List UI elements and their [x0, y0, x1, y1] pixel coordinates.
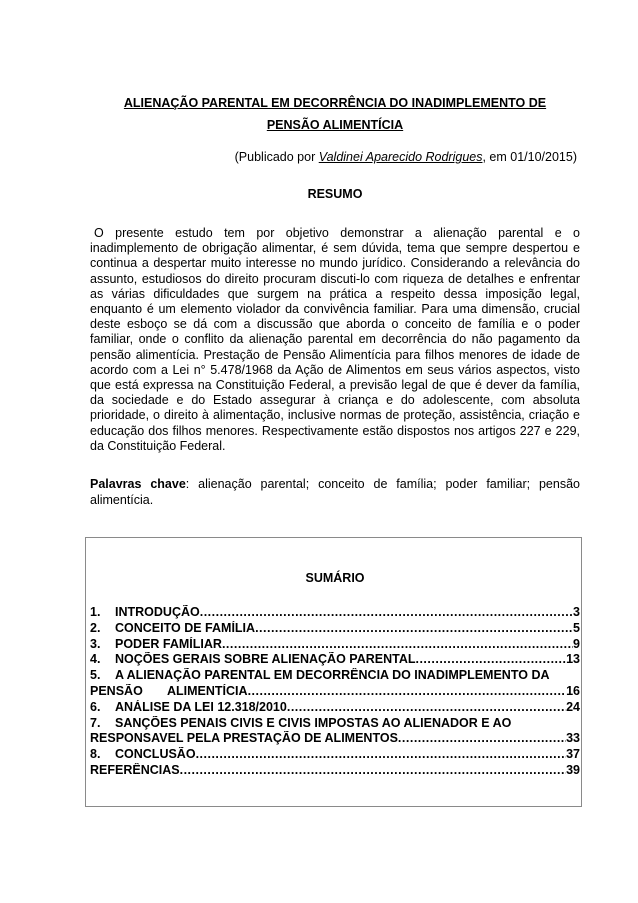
toc-label: NOÇÕES GERAIS SOBRE ALIENAÇÃO PARENTAL [115, 652, 416, 667]
toc-label: INTRODUÇÃO [115, 605, 200, 619]
keywords-paragraph [90, 477, 580, 508]
toc-leader [222, 637, 573, 653]
toc-leader [287, 700, 566, 716]
toc-label: CONCLUSÃO [115, 747, 196, 762]
toc-page: 16 [566, 683, 580, 698]
toc-label: CONCEITO DE FAMÍLIA [115, 620, 256, 635]
toc-label-line-1: SANÇÕES PENAIS CIVIS E CIVIS IMPOSTAS AO ALIENADOR E AO [115, 715, 512, 730]
toc-label-line-2a: PENSÃO [90, 683, 143, 698]
toc-number: 3. [90, 636, 101, 651]
toc-page: 13 [566, 652, 580, 667]
document-title [90, 92, 580, 136]
toc-page: 3 [573, 605, 580, 619]
toc-item-nocoes-gerais[interactable] [90, 652, 580, 668]
toc-number: 4. [90, 652, 101, 667]
toc-leader [180, 763, 567, 779]
toc-item-conclusao[interactable] [90, 747, 580, 763]
toc-label: REFERÊNCIAS [90, 762, 180, 777]
toc-page: 33 [566, 731, 580, 746]
title-line-1: ALIENAÇÃO PARENTAL EM DECORRÊNCIA DO INADIMPLEMENTO DE [123, 96, 547, 110]
toc-item-referencias[interactable] [90, 763, 580, 779]
byline-prefix: (Publicado por [234, 150, 319, 164]
toc-label: PODER FAMÍLIAR [115, 636, 222, 651]
title-line-2: PENSÃO ALIMENTÍCIA [266, 118, 404, 132]
toc-page: 24 [566, 699, 580, 714]
keywords-label: Palavras chave [90, 477, 186, 491]
toc-leader [398, 731, 566, 747]
toc-number: 5. [90, 668, 101, 683]
abstract-text: O presente estudo tem por objetivo demonstrar a alienação parental e o inadimplemento de obrigação alimentar, é sem dúvida, tema que sempre despertou e continua a despertar muito interesse no mundo jurídico. Considerando a relevância do assunto, estudiosos do direito procuram discuti-lo com riqueza de detalhes e enfrentar as várias dificuldades que surgem na prática a respeito dessa imposição legal, enquanto é um elemento violador da convivência familiar. Para uma dimensão, crucial deste esboço se dá com a discussão que aborda o conceito de família e o poder familiar, onde o conflito da alienação parental em decorrência do não pagamento da pensão alimentícia. Prestação de Pensão Alimentícia para filhos menores de idade de acordo com a Lei n° 5.478/1968 da Ação de Alimentos em seus vários aspectos, visto que está expressa na Constituição Federal, a previsão legal de que é dever da família, da sociedade e do Estado assegurar à criança e do adolescente, com absoluta prioridade, o direito à alimentação, inclusive normas de proteção, assistência, criação e educação dos filhos menores. Respectivamente estão dispostos nos artigos 227 e 229, da Constituição Federal. [90, 226, 580, 453]
toc-page: 37 [566, 747, 580, 762]
toc-page: 5 [573, 620, 580, 635]
toc-item-alienacao-inadimplemento[interactable] [90, 668, 580, 700]
keywords-text: : alienação parental; conceito de família; poder familiar; pensão alimentícia. [90, 477, 580, 507]
toc-number: 8. [90, 747, 101, 762]
table-of-contents [90, 605, 580, 779]
toc-label-line-1: A ALIENAÇÃO PARENTAL EM DECORRÊNCIA DO INADIMPLEMENTO DA [115, 668, 550, 683]
toc-number: 1. [90, 605, 101, 619]
toc-item-poder-familiar[interactable] [90, 637, 580, 653]
toc-label-line-2: RESPONSAVEL PELA PRESTAÇÃO DE ALIMENTOS [90, 731, 398, 746]
toc-number: 7. [90, 715, 101, 730]
toc-page: 9 [573, 636, 580, 651]
toc-heading: SUMÁRIO [305, 571, 365, 585]
byline [235, 150, 577, 164]
toc-leader [255, 621, 573, 637]
toc-item-sancoes[interactable] [90, 716, 580, 748]
toc-item-analise-lei[interactable] [90, 700, 580, 716]
toc-item-introducao[interactable] [90, 605, 580, 621]
byline-author-link[interactable]: Valdinei Aparecido Rodrigues [318, 150, 483, 164]
toc-leader [196, 747, 567, 763]
toc-leader [248, 684, 567, 700]
toc-label-line-2b: ALIMENTÍCIA [167, 683, 248, 698]
toc-page: 39 [566, 762, 580, 777]
toc-label: ANÁLISE DA LEI 12.318/2010 [115, 699, 287, 714]
toc-leader [415, 652, 566, 668]
byline-suffix: , em 01/10/2015) [482, 150, 577, 164]
toc-number: 2. [90, 620, 101, 635]
toc-item-conceito-familia[interactable] [90, 621, 580, 637]
toc-number: 6. [90, 699, 101, 714]
toc-leader [200, 605, 573, 621]
abstract-heading: RESUMO [307, 187, 363, 201]
